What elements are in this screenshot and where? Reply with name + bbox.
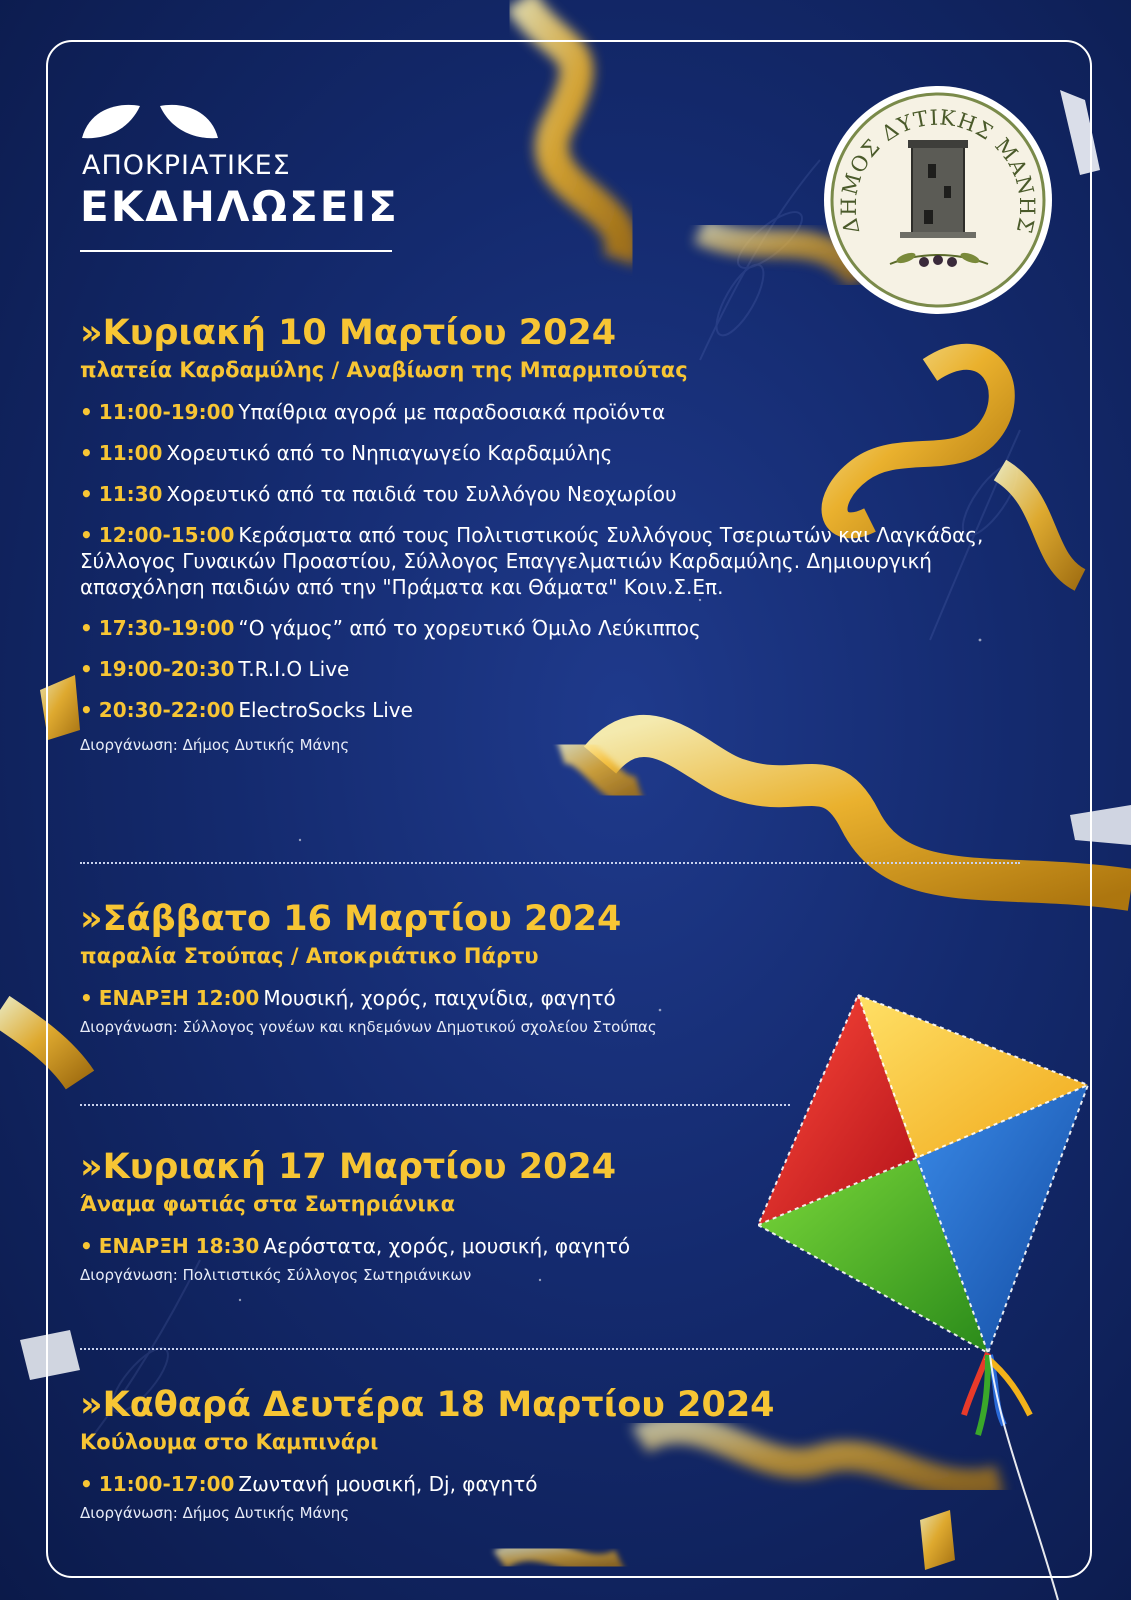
bullet-icon: •: [80, 657, 93, 681]
event-date: »Σάββατο 16 Μαρτίου 2024: [80, 899, 622, 939]
schedule-item: • 20:30-22:00 ElectroSocks Live: [80, 698, 413, 722]
leaves-icon: [80, 102, 220, 142]
event-organizer: Διοργάνωση: Πολιτιστικός Σύλλογος Σωτηριάνικων: [80, 1266, 472, 1284]
kite-icon: [758, 975, 1098, 1600]
tower-icon: [900, 140, 976, 238]
section-divider: [80, 862, 1020, 864]
bullet-icon: •: [80, 523, 93, 547]
event-subtitle: πλατεία Καρδαμύλης / Αναβίωση της Μπαρμπούτας: [80, 358, 688, 382]
event-organizer: Διοργάνωση: Σύλλογος γονέων και κηδεμόνων Δημοτικού σχολείου Στούπας: [80, 1018, 657, 1036]
schedule-item: • ΕΝΑΡΞΗ 18:30 Αερόστατα, χορός, μουσική, φαγητό: [80, 1234, 631, 1258]
header-divider: [80, 250, 392, 252]
municipality-seal: [820, 82, 1056, 318]
schedule-item: • ΕΝΑΡΞΗ 12:00 Μουσική, χορός, παιχνίδια, φαγητό: [80, 986, 616, 1010]
header-title-line1: ΑΠΟΚΡΙΑΤΙΚΕΣ: [82, 150, 291, 181]
seal-text: ΔΗΜΟΣ ΔΥΤΙΚΗΣ ΜΑΝΗΣ: [836, 105, 1040, 236]
event-organizer: Διοργάνωση: Δήμος Δυτικής Μάνης: [80, 1504, 350, 1522]
bullet-icon: •: [80, 482, 93, 506]
event-date: »Κυριακή 10 Μαρτίου 2024: [80, 313, 617, 353]
schedule-item: • 19:00-20:30 T.R.I.O Live: [80, 657, 350, 681]
schedule-item: • 17:30-19:00 “Ο γάμος” από το χορευτικό Όμιλο Λεύκιππος: [80, 616, 701, 640]
event-subtitle: Άναμα φωτιάς στα Σωτηριάνικα: [80, 1192, 456, 1216]
event-subtitle: Κούλουμα στο Καμπινάρι: [80, 1430, 379, 1454]
event-organizer: Διοργάνωση: Δήμος Δυτικής Μάνης: [80, 736, 350, 754]
bullet-icon: •: [80, 1234, 93, 1258]
schedule-item: • 11:00 Χορευτικό από το Νηπιαγωγείο Καρδαμύλης: [80, 441, 613, 465]
bullet-icon: •: [80, 1472, 93, 1496]
event-date: »Κυριακή 17 Μαρτίου 2024: [80, 1147, 617, 1187]
event-date: »Καθαρά Δευτέρα 18 Μαρτίου 2024: [80, 1385, 775, 1425]
event-day-1: [80, 312, 1060, 755]
schedule-item: • 11:30 Χορευτικό από τα παιδιά του Συλλόγου Νεοχωρίου: [80, 482, 677, 506]
schedule-item: • 11:00-17:00 Ζωντανή μουσική, Dj, φαγητό: [80, 1472, 538, 1496]
schedule-item: • 12:00-15:00 Κεράσματα από τους Πολιτιστικούς Συλλόγους Τσεριωτών και Λαγκάδας, Σύλλογος Γυναικών Προαστίου, Σύλλογος Επαγγελματιών Καρδαμύλης. Δημιουργική απασχόληση παιδιών από την "Πράματα και Θάματα" Κοιν.Σ.Επ.: [80, 523, 984, 599]
bullet-icon: •: [80, 986, 93, 1010]
header-title-line2: ΕΚΔΗΛΩΣΕΙΣ: [80, 182, 399, 231]
bullet-icon: •: [80, 616, 93, 640]
bullet-icon: •: [80, 698, 93, 722]
section-divider: [80, 1104, 790, 1106]
bullet-icon: •: [80, 441, 93, 465]
schedule-item: • 11:00-19:00 Υπαίθρια αγορά με παραδοσιακά προϊόντα: [80, 400, 666, 424]
event-subtitle: παραλία Στούπας / Αποκριάτικο Πάρτυ: [80, 944, 539, 968]
bullet-icon: •: [80, 400, 93, 424]
